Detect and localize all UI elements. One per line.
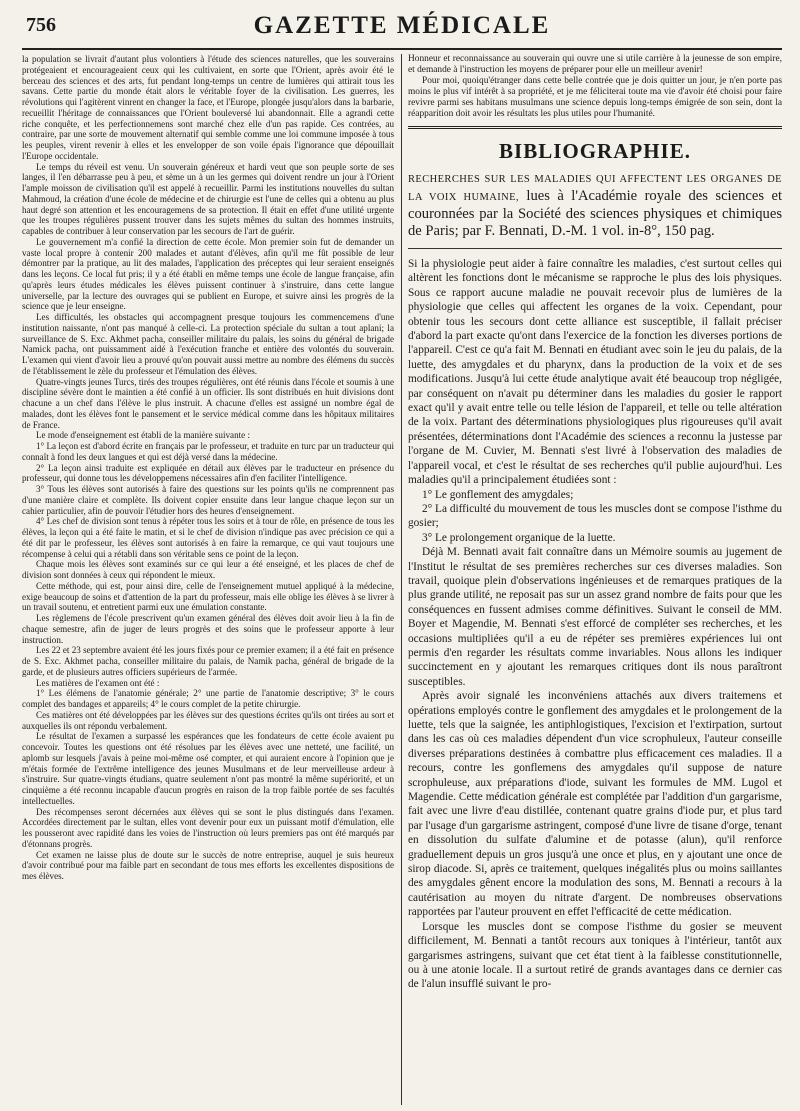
left-column-paragraph: 1° Les élémens de l'anatomie générale; 2° une partie de l'anatomie descriptive; 3° le cours complet des bandages et appareils; 4° le cours complet de la petite chirurgie. bbox=[22, 688, 394, 709]
left-column-paragraph: Quatre-vingts jeunes Turcs, tirés des troupes régulières, ont été réunis dans l'école et soumis à une discipline sévère dont le maintien a été confié à un officier. Ils sont distribués en huit divisions dont chacune a un chef dans l'élève le plus instruit. A chacune d'elles est assigné un nombre égal de malades, dont les élèves font le pansement et le service médical comme dans les hôpitaux militaires de France. bbox=[22, 376, 394, 430]
right-intro-paragraph: Honneur et reconnaissance au souverain qui ouvre une si utile carrière à la jeunesse de son empire, et demande à l'instruction les moyens de préparer pour elle un meilleur avenir! bbox=[408, 54, 782, 75]
section-separator bbox=[408, 126, 782, 129]
journal-title: GAZETTE MÉDICALE bbox=[253, 12, 551, 39]
left-column-paragraph: Les 22 et 23 septembre avaient été les jours fixés pour ce premier examen; il a été fait en présence de S. Exc. Akhmet pacha, conseiller militaire du palais, de Namik pacha, général de brigade de la garde, et de plusieurs autres officiers supérieurs de l'armée. bbox=[22, 645, 394, 677]
review-paragraph: 2° La difficulté du mouvement de tous les muscles dont se compose l'isthme du gosier; bbox=[408, 502, 782, 530]
left-column-paragraph: 3° Tous les élèves sont autorisés à faire des questions sur les points qu'ils ne comprennent pas d'une manière claire et complète. Ils doivent copier ensuite dans leur langue chaque leçon sur un cahier particulier, afin de pouvoir l'étudier hors des heures d'enseignement. bbox=[22, 484, 394, 516]
review-body bbox=[408, 257, 782, 992]
right-column-intro bbox=[408, 54, 782, 120]
left-column-paragraph: 4° Les chef de division sont tenus à répéter tous les soirs et à tour de rôle, en présence de tous les élèves, la leçon qui a été faite le matin, et si le chef de division n'indique pas avec précision ce qui a été dit par le professeur, les élèves sont autorisés à en faire la remarque, ce qui vaut toujours une récompense à celui qui a rétabli dans son véritable sens ce point de la leçon. bbox=[22, 516, 394, 559]
review-paragraph: Si la physiologie peut aider à faire connaître les maladies, c'est surtout celles qui altèrent les fonctions dont le mécanisme se rapproche le plus des lois physiques. Sous ce rapport aucune maladie ne pouvait recevoir plus de lumières de la physiologie que celles qui affectent les organes de la voix. Cependant, pour obtenir tous les secours dont cette alliance est susceptible, il fallait préciser d'abord la part exacte qu'ont dans l'exercice de la fonction les diverses portions de l'appareil. C'est ce qu'a fait M. Bennati en étudiant avec soin le jeu du palais, de la luette, des amygdales et du pharynx, dans la production de la voix et de ses modifications. Jusqu'à lui cette étude analytique avait été beaucoup trop négligée, par conséquent on n'avait pu déterminer dans les maladies du gosier le rapport exact qu'il y avait entre telle ou telle lésion de l'appareil, et telle ou telle altération de la voix. Partant des déterminations physiologiques plus rigoureuses qu'il avait présentées, déterminations dont l'Académie des sciences a reconnu la justesse par l'organe de M. Cuvier, M. Bennati s'est livré à l'observation des maladies de l'appareil vocal, et c'est le résultat de ses recherches qu'il publie aujourd'hui. Les maladies qu'il a principalement étudiées sont : bbox=[408, 258, 782, 487]
page-number: 756 bbox=[26, 14, 56, 36]
left-column-paragraph: Des récompenses seront décernées aux élèves qui se sont le plus distingués dans l'examen. Accordées directement par le sultan, elles vont devenir pour eux un puissant motif d'émulation, elle les pousseront avec rapidité dans les voies de l'instruction où leurs premiers pas ont été marqués par d'étonnans progrès. bbox=[22, 806, 394, 849]
left-column-paragraph: Le résultat de l'examen a surpassé les espérances que les fondateurs de cette école avaient pu concevoir. Toutes les questions ont été résolues par les élèves avec une netteté, une facilité, un aplomb sur lesquels j'avais à peine moi-même osé compter, et qui auraient encore à l'opinion que je m'étais formée de l'extrême intelligence des jeunes Musulmans et de leur merveilleuse ardeur à s'instruire. Sur quatre-vingts étudians, quatre seulement n'ont pas montré la même supériorité, et un cinquième a été reconnu incapable d'aucun progrès en raison de la trop faible portée de ses facultés intellectuelles. bbox=[22, 731, 394, 806]
right-intro-paragraph: Pour moi, quoiqu'étranger dans cette belle contrée que je dois quitter un jour, je n'en porte pas moins le plus vif intérêt à sa propriété, et je me féliciterai toute ma vie d'avoir été choisi pour faire revivre parmi ses habitans musulmans une science depuis long-temps émigrée de son sein, dont la réapparition doit avoir les résultats les plus utiles pour l'humanité. bbox=[408, 76, 782, 119]
left-column-paragraph: la population se livrait d'autant plus volontiers à l'étude des sciences naturelles, que les souverains protégeaient et encourageaient ceux qui les cultivaient, en sorte que l'Orient, après avoir été le berceau des sciences et des arts, fut pendant long-temps un centre de lumières qui attirait tous les savans. Cette partie du monde était alors le véritable foyer de la civilisation. Les guerres, les révolutions qui l'agitèrent vinrent en changer la face, et l'Europe, plongée jusqu'alors dans la barbarie, recueillit l'héritage de connaissances que l'Orient bouleversé lui abandonnait. Elle a agrandi cette riche conquête, et les perfectionnemens sont marché chez elle d'un pas rapide. Ces contrées, au contraire, par une sorte de mouvement alternatif qui semble comme une loi commune imposée à tous les peuples, virent revenir à elles et les envelopper de son voile épais l'ignorance que dépouillait l'Europe occidentale. bbox=[22, 54, 394, 161]
review-paragraph: 3° Le prolongement organique de la luette. bbox=[422, 531, 616, 544]
left-column-paragraph: Cette méthode, qui est, pour ainsi dire, celle de l'enseignement mutuel appliqué à la médecine, exige beaucoup de soins et d'attention de la part du professeur, mais elle oblige les élèves à se livrer à un travail soutenu, et entretient parmi eux une émulation constante. bbox=[22, 580, 394, 613]
article-columns bbox=[22, 54, 782, 1105]
review-paragraph: Après avoir signalé les inconvéniens attachés aux divers traitemens et opérations employés contre le gonflement des amygdales et le prolongement de la luette, tels que la saignée, les antiphlogistiques, l'excision et l'extirpation, surtout dans les cas où ces maladies dépendent d'un vice scrophuleux, l'auteur conseille diverses préparations destinées à combattre plus efficacement ces maladies. Il a recours, contre les gonflemens des amygdales qu'il suppose de nature scrophuleuse, aux préparations d'iode, suivant les formules de MM. Lugol et Magendie. Cette médication générale est complétée par l'addition d'un gargarisme, fait avec une livre d'eau distillée, contenant quatre grains d'iode pur, et plus tard par l'usage d'un gargarisme astringent, composé d'une livre de tisane d'orge, tenant en dissolution du sulfate d'alumine et de potasse (alun), qu'il renforce graduellement depuis un gros jusqu'à une once et plus, en y ajoutant une once de sirop diacode. Si, après ce traitement, quelques inégalités plus ou moins saillantes des amygdales gênent encore la modulation des sons, M. Bennati a recours à la cautérisation au moyen du nitrate d'argent. De nombreuses observations rapportées par l'auteur prouvent en effet l'efficacité de cette médication. bbox=[408, 690, 782, 919]
book-title-details: lues à l'Académie royale des sciences et couronnées par la Société des sciences physiques et chimiques de Paris; par F. Bennati, D.-M. 1 vol. in-8°, 150 pag. bbox=[408, 188, 782, 239]
left-column-paragraph: Les règlemens de l'école prescrivent qu'un examen général des élèves doit avoir lieu à la fin de chaque semestre, afin de juger de leurs progrès et des soins que le professeur apporte à leur instruction. bbox=[22, 613, 394, 645]
review-paragraph: 1° Le gonflement des amygdales; bbox=[422, 488, 574, 501]
newspaper-page bbox=[22, 10, 782, 1105]
right-column bbox=[408, 54, 782, 1105]
column-divider bbox=[401, 54, 402, 1105]
left-column-paragraph: Les difficultés, les obstacles qui accompagnent presque toujours les commencemens d'une institution naissante, n'ont pas manqué à celle-ci. La protection spéciale du sultan a tout aplani; la surveillance de S. Exc. Akhmet pacha, conseiller militaire du palais, les soins du général de brigade Namick pacha, ont puissamment aidé à l'exécution franche et entière des volontés du souverain. L'examen qui vient d'avoir lieu a prouvé qu'on pouvait aussi mettre au nombre des élémens du succès de l'établissement le zèle du professeur et l'émulation des élèves. bbox=[22, 312, 394, 376]
page-header bbox=[22, 10, 782, 50]
left-column bbox=[22, 54, 394, 1105]
left-column-paragraph: Le gouvernement m'a confié la direction de cette école. Mon premier soin fut de demander un vaste local propre à contenir 200 malades et autant d'élèves, afin qu'il me fût possible de leur démontrer par la pratique, au lit des malades, l'application des préceptes qui leur seraient enseignés dans les leçons. Ce local fut pris; il y a été établi en même temps une école de langue française, afin qu'après leurs études médicales les élèves puissent continuer à s'instruire, dans cette langue universelle, par la lecture des ouvrages qui se publient en Europe, et suivre ainsi les progrès de la science que je leur enseigne. bbox=[22, 236, 394, 312]
left-column-paragraph: Ces matières ont été développées par les élèves sur des questions écrites qu'ils ont tirées au sort et auxquelles ils ont répondu verbalement. bbox=[22, 709, 394, 731]
review-paragraph: Lorsque les muscles dont se compose l'isthme du gosier se meuvent difficilement, M. Bennati a tantôt recours aux toniques à l'intérieur, tantôt aux gargarismes astringens, suivant que cet état tient à la faiblesse constitutionnelle, ou à une atonie locale. Il a surtout retiré de grands avantages dans ce dernier cas de l'alun insufflé suivant le pro- bbox=[408, 920, 782, 991]
left-column-paragraph: Les matières de l'examen ont été : bbox=[36, 677, 160, 688]
left-column-paragraph: Cet examen ne laisse plus de doute sur le succès de notre entreprise, auquel je suis heureux d'avoir contribué pour ma faible part en secondant de tous mes efforts les excellentes dispositions de mes élèves. bbox=[22, 849, 394, 881]
section-title: BIBLIOGRAPHIE. bbox=[499, 139, 691, 163]
review-paragraph: Déjà M. Bennati avait fait connaître dans un Mémoire soumis au jugement de l'Institut le résultat de ses premières recherches sur ces diverses maladies. Son travail, quoique plein d'observations ingénieuses et de remarques pratiques de la plus grande utilité, ne reposait pas sur un assez grand nombre de faits pour que les conséquences en fussent admises comme définitives. Suivant le conseil de MM. Boyer et Magendie, M. Bennati s'est efforcé de compléter ses recherches, et les occasions multipliées qu'il a eu de répéter ses premières expériences lui ont permis d'en regarder les résultats comme invariables. Nous allons les indiquer succinctement en y ajoutant les remarques critiques dont ils nous paraîtront susceptibles. bbox=[408, 546, 782, 688]
reviewed-book-title bbox=[408, 170, 782, 240]
left-column-paragraph: 2° La leçon ainsi traduite est expliquée en détail aux élèves par le traducteur en présence du professeur, qui donne tous les développemens nécessaires afin d'en faciliter l'intelligence. bbox=[22, 462, 394, 484]
left-column-paragraph: 1° La leçon est d'abord écrite en français par le professeur, et traduite en turc par un traducteur qui connaît à fond les deux langues et qui est déjà versé dans la médecine. bbox=[22, 441, 394, 462]
left-column-paragraph: Le mode d'enseignement est établi de la manière suivante : bbox=[36, 430, 251, 441]
title-separator bbox=[408, 248, 782, 249]
book-title-caps: RECHERCHES SUR LES MALADIES QUI AFFECTENT LES ORGANES DE LA VOIX HUMAINE, bbox=[408, 174, 782, 203]
left-column-paragraph: Chaque mois les élèves sont examinés sur ce qui leur a été enseigné, et les places de chef de division sont données à ceux qui répondent le mieux. bbox=[22, 559, 394, 580]
left-column-paragraph: Le temps du réveil est venu. Un souverain généreux et hardi veut que son peuple sorte de ses langes, il l'en débarrasse peu à peu, et sème un à un les germes qui doivent rendre un jour à l'Orient l'ample moisson de civilisation qu'il est appelé à recueillir. Parmi les institutions nouvelles du sultan Mahmoud, la création d'une école de médecine et de chirurgie est l'une de celles qui a obtenu au plus haut degré son attention et les encouragemens de sa protection. Il était en effet d'une utilité urgente que les troupes régulières pussent trouver dans les sujets mêmes du sultan des hommes instruits, capables de contribuer à leur conservation par les secours de l'art de guérir. bbox=[22, 161, 394, 236]
